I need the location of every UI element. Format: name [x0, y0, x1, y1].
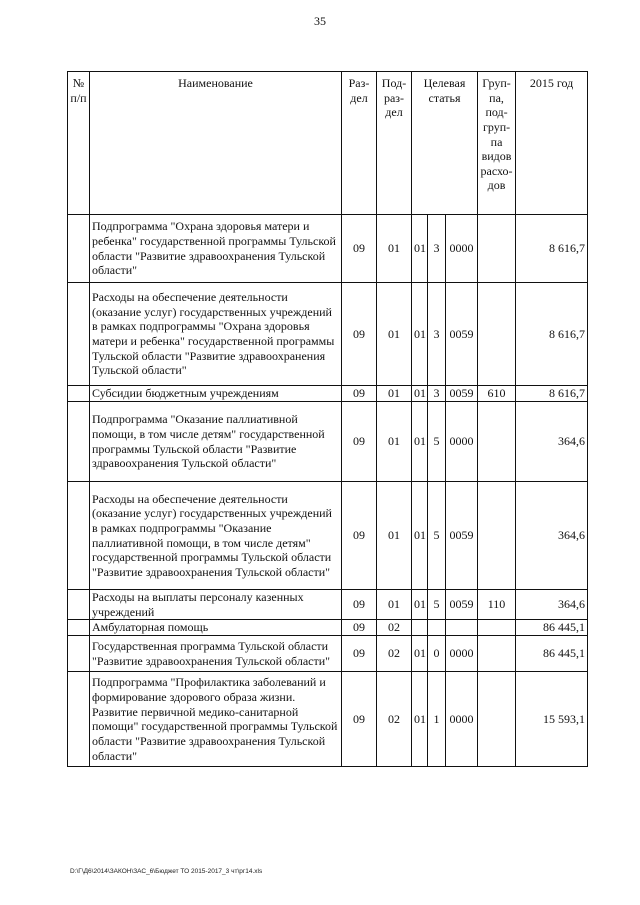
row-number-cell — [68, 590, 90, 620]
row-number-cell — [68, 620, 90, 636]
target-program-cell: 01 — [412, 482, 428, 590]
target-subprogram-cell: 0 — [428, 636, 446, 672]
table-row — [68, 386, 588, 402]
section-cell: 09 — [342, 620, 377, 636]
item-name-cell: Субсидии бюджетным учреждениям — [90, 386, 342, 402]
expense-group-cell — [478, 636, 516, 672]
amount-cell: 8 616,7 — [516, 283, 588, 386]
target-subprogram-cell: 3 — [428, 386, 446, 402]
section-cell: 09 — [342, 215, 377, 283]
target-direction-cell — [446, 620, 478, 636]
target-direction-cell: 0059 — [446, 482, 478, 590]
target-direction-cell: 0059 — [446, 590, 478, 620]
table-row — [68, 215, 588, 283]
table-row — [68, 402, 588, 482]
row-number-cell — [68, 402, 90, 482]
expense-group-cell — [478, 672, 516, 767]
section-cell: 09 — [342, 636, 377, 672]
target-program-cell: 01 — [412, 386, 428, 402]
subsection-cell: 02 — [377, 620, 412, 636]
amount-cell: 86 445,1 — [516, 636, 588, 672]
target-direction-cell: 0059 — [446, 386, 478, 402]
subsection-cell: 01 — [377, 482, 412, 590]
section-cell: 09 — [342, 386, 377, 402]
target-direction-cell: 0000 — [446, 402, 478, 482]
item-name-cell: Подпрограмма "Оказание паллиативной помощи, в том числе детям" государственной программы Тульской области "Развитие здравоохранения Тульской области" — [90, 402, 342, 482]
page-number: 35 — [314, 14, 326, 28]
section-cell: 09 — [342, 402, 377, 482]
expense-group-cell — [478, 482, 516, 590]
table-row — [68, 620, 588, 636]
header-year: 2015 год — [516, 72, 588, 215]
target-direction-cell: 0059 — [446, 283, 478, 386]
table-row — [68, 482, 588, 590]
expense-group-cell — [478, 402, 516, 482]
section-cell: 09 — [342, 482, 377, 590]
header-group: Груп-па, под-груп-па видов расхо-дов — [478, 72, 516, 215]
subsection-cell: 02 — [377, 672, 412, 767]
section-cell: 09 — [342, 283, 377, 386]
target-subprogram-cell: 1 — [428, 672, 446, 767]
row-number-cell — [68, 283, 90, 386]
target-program-cell: 01 — [412, 215, 428, 283]
target-program-cell — [412, 620, 428, 636]
target-subprogram-cell: 3 — [428, 215, 446, 283]
header-section: Раз-дел — [342, 72, 377, 215]
subsection-cell: 01 — [377, 386, 412, 402]
header-name: Наименование — [90, 72, 342, 215]
item-name-cell: Государственная программа Тульской области "Развитие здравоохранения Тульской области" — [90, 636, 342, 672]
row-number-cell — [68, 215, 90, 283]
target-subprogram-cell: 5 — [428, 482, 446, 590]
item-name-cell: Амбулаторная помощь — [90, 620, 342, 636]
amount-cell: 15 593,1 — [516, 672, 588, 767]
section-cell: 09 — [342, 590, 377, 620]
item-name-cell: Расходы на обеспечение деятельности (оказание услуг) государственных учреждений в рамках подпрограммы "Оказание паллиативной помощи, в том числе детям" государственной программы Тульской области "Развитие здравоохранения Тульской области" — [90, 482, 342, 590]
target-subprogram-cell — [428, 620, 446, 636]
amount-cell: 8 616,7 — [516, 215, 588, 283]
table-row — [68, 590, 588, 620]
expense-group-cell — [478, 620, 516, 636]
table-row — [68, 672, 588, 767]
header-subsection: Под-раз-дел — [377, 72, 412, 215]
item-name-cell: Расходы на обеспечение деятельности (оказание услуг) государственных учреждений в рамках подпрограммы "Охрана здоровья матери и ребенка" государственной программы Тульской области "Развитие здравоохранения Тульской области" — [90, 283, 342, 386]
file-path-footer: D:\Г\Д6\2014\ЗАКОН\ЗАС_6\Бюджет ТО 2015-2017_3 чт\рг14.xls — [70, 868, 263, 875]
item-name-cell: Подпрограмма "Профилактика заболеваний и формирование здорового образа жизни. Развитие первичной медико-санитарной помощи" государственной программы Тульской области "Развитие здравоохранения Тульской области" — [90, 672, 342, 767]
target-direction-cell: 0000 — [446, 215, 478, 283]
amount-cell: 8 616,7 — [516, 386, 588, 402]
subsection-cell: 02 — [377, 636, 412, 672]
item-name-cell: Расходы на выплаты персоналу казенных учреждений — [90, 590, 342, 620]
row-number-cell — [68, 672, 90, 767]
target-direction-cell: 0000 — [446, 672, 478, 767]
target-subprogram-cell: 3 — [428, 283, 446, 386]
target-program-cell: 01 — [412, 590, 428, 620]
subsection-cell: 01 — [377, 590, 412, 620]
expense-group-cell: 610 — [478, 386, 516, 402]
subsection-cell: 01 — [377, 215, 412, 283]
expense-group-cell: 110 — [478, 590, 516, 620]
table-body — [68, 215, 588, 767]
expense-group-cell — [478, 215, 516, 283]
amount-cell: 86 445,1 — [516, 620, 588, 636]
subsection-cell: 01 — [377, 283, 412, 386]
item-name-cell: Подпрограмма "Охрана здоровья матери и ребенка" государственной программы Тульской области "Развитие здравоохранения Тульской области" — [90, 215, 342, 283]
section-cell: 09 — [342, 672, 377, 767]
target-program-cell: 01 — [412, 283, 428, 386]
budget-table — [67, 71, 588, 767]
header-num: № п/п — [68, 72, 90, 215]
expense-group-cell — [478, 283, 516, 386]
target-program-cell: 01 — [412, 672, 428, 767]
amount-cell: 364,6 — [516, 482, 588, 590]
row-number-cell — [68, 386, 90, 402]
table-row — [68, 636, 588, 672]
amount-cell: 364,6 — [516, 402, 588, 482]
header-target: Целевая статья — [412, 72, 478, 215]
amount-cell: 364,6 — [516, 590, 588, 620]
row-number-cell — [68, 482, 90, 590]
target-program-cell: 01 — [412, 402, 428, 482]
row-number-cell — [68, 636, 90, 672]
header-row — [68, 72, 588, 215]
target-direction-cell: 0000 — [446, 636, 478, 672]
target-subprogram-cell: 5 — [428, 402, 446, 482]
target-subprogram-cell: 5 — [428, 590, 446, 620]
subsection-cell: 01 — [377, 402, 412, 482]
target-program-cell: 01 — [412, 636, 428, 672]
table-row — [68, 283, 588, 386]
